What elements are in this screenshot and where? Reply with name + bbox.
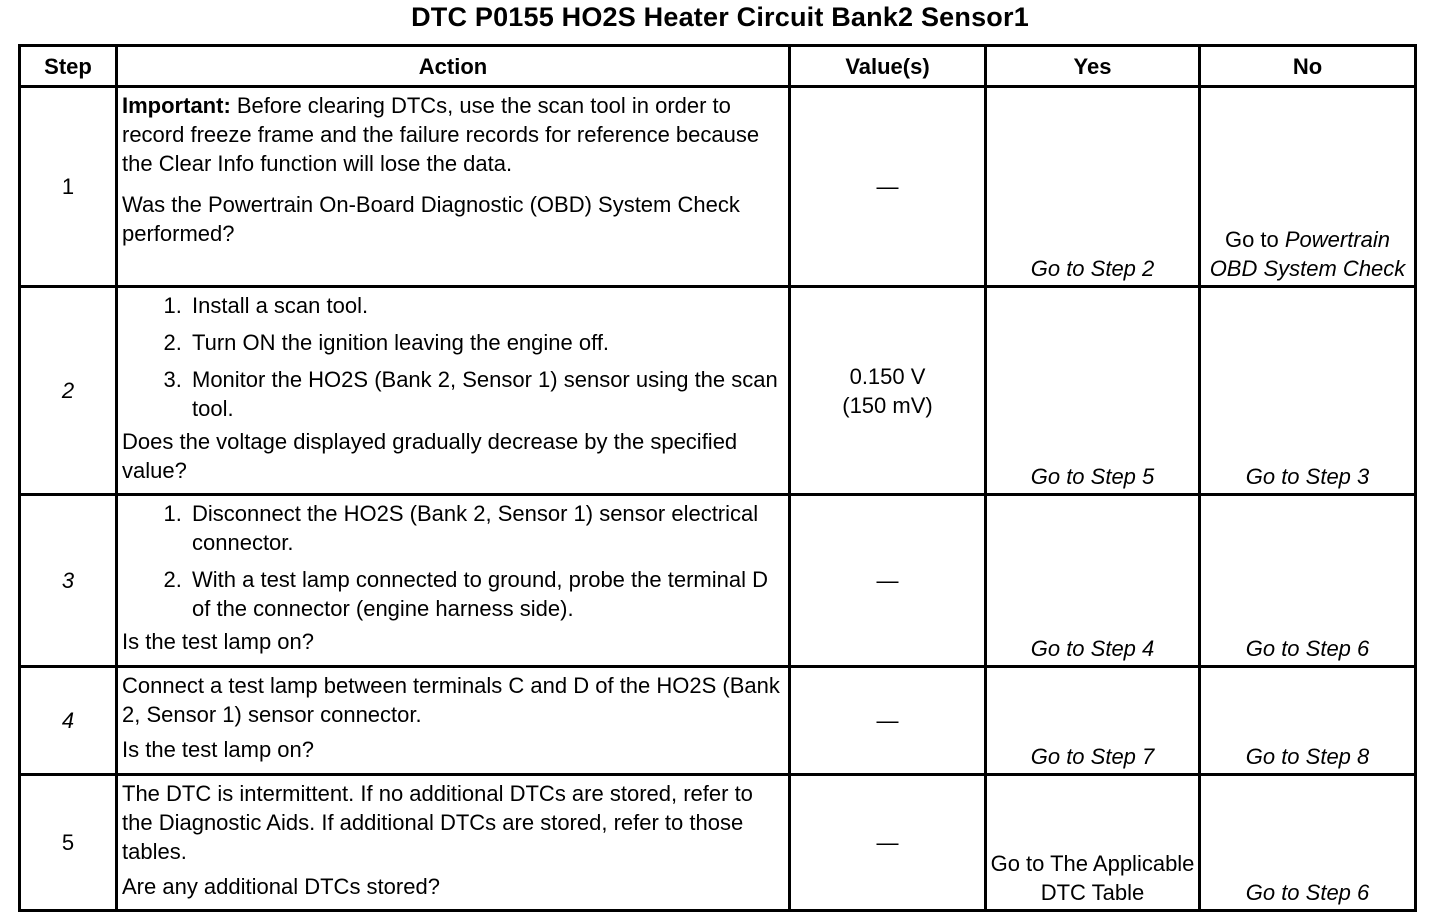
important-note <box>122 91 782 178</box>
table-row <box>20 775 1416 911</box>
header-row <box>20 46 1416 87</box>
action-list <box>122 499 782 623</box>
step-text: The DTC is intermittent. If no additional DTCs are stored, refer to the Diagnostic Aids. If additional DTCs are stored, refer to those tables. <box>122 781 753 864</box>
no-reference: Powertrain OBD System Check <box>1209 227 1406 281</box>
action-cell <box>117 87 790 287</box>
value-cell: — <box>790 87 986 287</box>
table-row <box>20 667 1416 775</box>
list-item: 2. Turn ON the ignition leaving the engine off. <box>188 328 782 357</box>
important-text: Before clearing DTCs, use the scan tool in order to record freeze frame and the failure records for reference because the Clear Info function will lose the data. <box>122 93 760 176</box>
important-label: Important: <box>122 93 231 118</box>
list-item: 2. With a test lamp connected to ground, probe the terminal D of the connector (engine harness side). <box>188 565 782 623</box>
step-question: Was the Powertrain On-Board Diagnostic (OBD) System Check performed? <box>122 192 740 246</box>
no-cell: Go to Step 6 <box>1200 495 1416 667</box>
header-values: Value(s) <box>790 46 986 87</box>
yes-cell: Go to Step 2 <box>986 87 1200 287</box>
table-row <box>20 495 1416 667</box>
no-prefix: Go to <box>1224 227 1285 252</box>
header-action: Action <box>117 46 790 87</box>
step-number: 4 <box>20 667 117 775</box>
action-cell <box>117 495 790 667</box>
action-list <box>122 291 782 423</box>
value-cell: — <box>790 667 986 775</box>
value-cell: — <box>790 775 986 911</box>
value-cell <box>790 287 986 495</box>
list-item: 3. Monitor the HO2S (Bank 2, Sensor 1) sensor using the scan tool. <box>188 365 782 423</box>
action-cell <box>117 775 790 911</box>
step-question: Is the test lamp on? <box>122 629 314 654</box>
step-number: 5 <box>20 775 117 911</box>
header-no: No <box>1200 46 1416 87</box>
table-row <box>20 287 1416 495</box>
yes-cell: Go to Step 7 <box>986 667 1200 775</box>
no-cell: Go to Step 6 <box>1200 775 1416 911</box>
no-cell <box>1200 87 1416 287</box>
step-number: 2 <box>20 287 117 495</box>
no-cell: Go to Step 8 <box>1200 667 1416 775</box>
no-cell: Go to Step 3 <box>1200 287 1416 495</box>
value-millivolts: (150 mV) <box>842 392 933 418</box>
list-item: 1. Disconnect the HO2S (Bank 2, Sensor 1) sensor electrical connector. <box>188 499 782 557</box>
yes-cell: Go to Step 5 <box>986 287 1200 495</box>
yes-cell: Go to The Applicable DTC Table <box>986 775 1200 911</box>
yes-cell: Go to Step 4 <box>986 495 1200 667</box>
header-yes: Yes <box>986 46 1200 87</box>
action-cell <box>117 667 790 775</box>
table-row <box>20 87 1416 287</box>
step-number: 3 <box>20 495 117 667</box>
step-question: Is the test lamp on? <box>122 737 314 762</box>
action-cell <box>117 287 790 495</box>
list-item: 1. Install a scan tool. <box>188 291 782 320</box>
step-question: Does the voltage displayed gradually decrease by the specified value? <box>122 429 738 483</box>
step-question: Are any additional DTCs stored? <box>122 874 440 899</box>
header-step: Step <box>20 46 117 87</box>
value-cell: — <box>790 495 986 667</box>
value-voltage: 0.150 V <box>849 363 926 389</box>
page-title: DTC P0155 HO2S Heater Circuit Bank2 Sensor1 <box>411 2 1029 32</box>
step-text: Connect a test lamp between terminals C and D of the HO2S (Bank 2, Sensor 1) sensor connector. <box>122 673 780 727</box>
step-number: 1 <box>20 87 117 287</box>
diagnostic-table <box>18 44 1417 912</box>
